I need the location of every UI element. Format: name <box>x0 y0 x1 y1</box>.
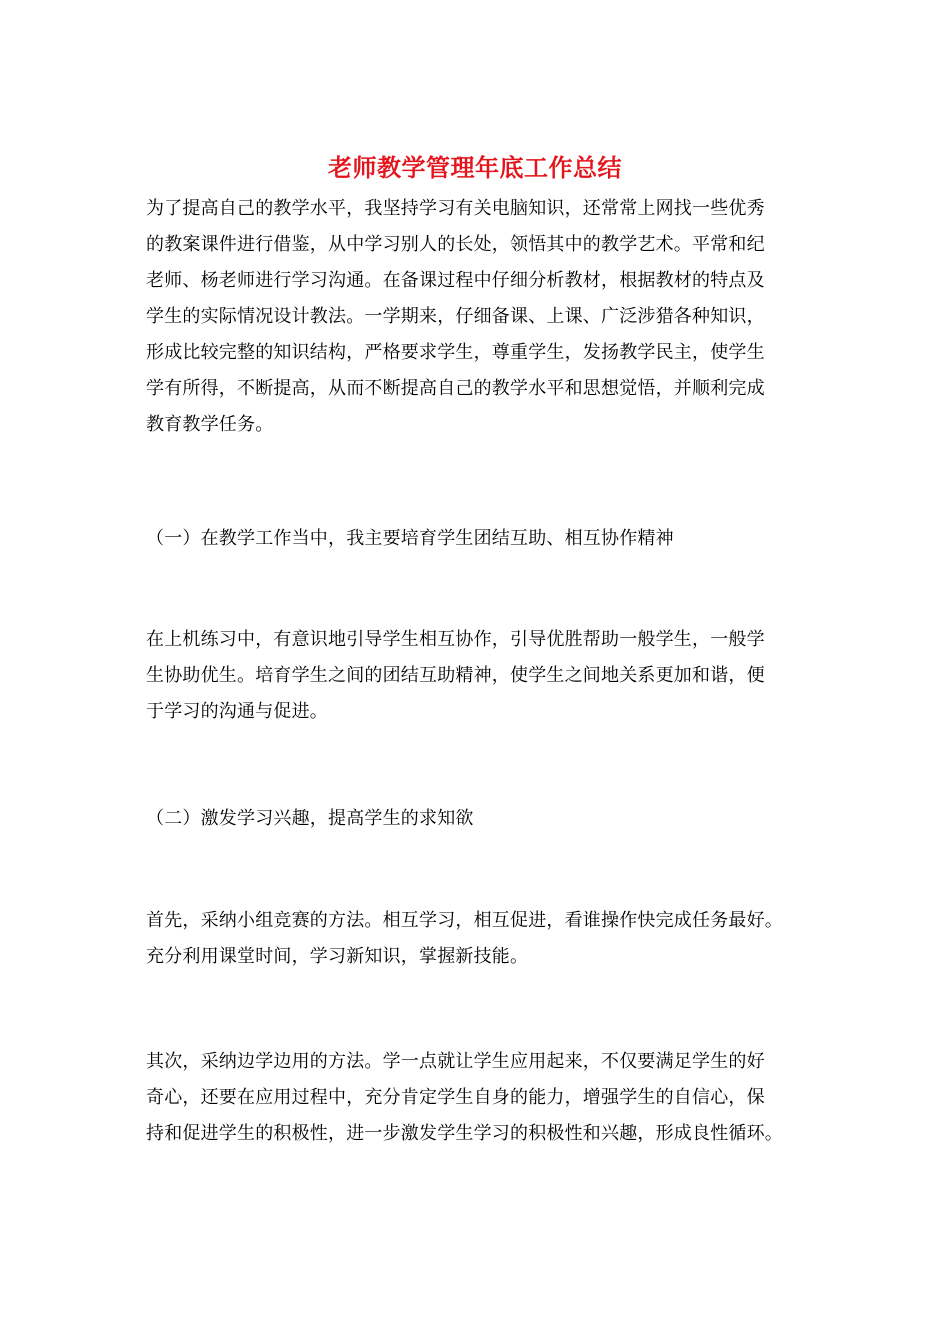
text-line: 为了提高自己的教学水平，我坚持学习有关电脑知识，还常常上网找一些优秀 <box>146 198 765 219</box>
text-line: 的教案课件进行借鉴，从中学习别人的长处，领悟其中的教学艺术。平常和纪 <box>146 234 765 255</box>
text-line: 教育教学任务。 <box>146 414 274 435</box>
text-line: 首先，采纳小组竞赛的方法。相互学习，相互促进，看谁操作快完成任务最好。 <box>146 910 783 931</box>
text-line: 于学习的沟通与促进。 <box>146 701 328 722</box>
text-line: 其次，采纳边学边用的方法。学一点就让学生应用起来，不仅要满足学生的好 <box>146 1051 765 1072</box>
text-line: 持和促进学生的积极性，进一步激发学生学习的积极性和兴趣，形成良性循环。 <box>146 1123 783 1144</box>
text-line: 奇心，还要在应用过程中，充分肯定学生自身的能力，增强学生的自信心，保 <box>146 1087 765 1108</box>
text-line: 形成比较完整的知识结构，严格要求学生，尊重学生，发扬教学民主，使学生 <box>146 342 765 363</box>
text-line: 充分利用课堂时间，学习新知识，掌握新技能。 <box>146 946 529 967</box>
text-line: 生协助优生。培育学生之间的团结互助精神，使学生之间地关系更加和谐，便 <box>146 665 765 686</box>
heading-line: （二）激发学习兴趣，提高学生的求知欲 <box>146 808 474 829</box>
text-line: 老师、杨老师进行学习沟通。在备课过程中仔细分析教材，根据教材的特点及 <box>146 270 765 291</box>
text-line: 在上机练习中，有意识地引导学生相互协作，引导优胜帮助一般学生，一般学 <box>146 629 765 650</box>
text-line: 学生的实际情况设计教法。一学期来，仔细备课、上课、广泛涉猎各种知识， <box>146 306 765 327</box>
text-line: 学有所得，不断提高，从而不断提高自己的教学水平和思想觉悟，并顺利完成 <box>146 378 765 399</box>
document-title: 老师教学管理年底工作总结 <box>328 153 622 182</box>
heading-line: （一）在教学工作当中，我主要培育学生团结互助、相互协作精神 <box>146 528 674 549</box>
